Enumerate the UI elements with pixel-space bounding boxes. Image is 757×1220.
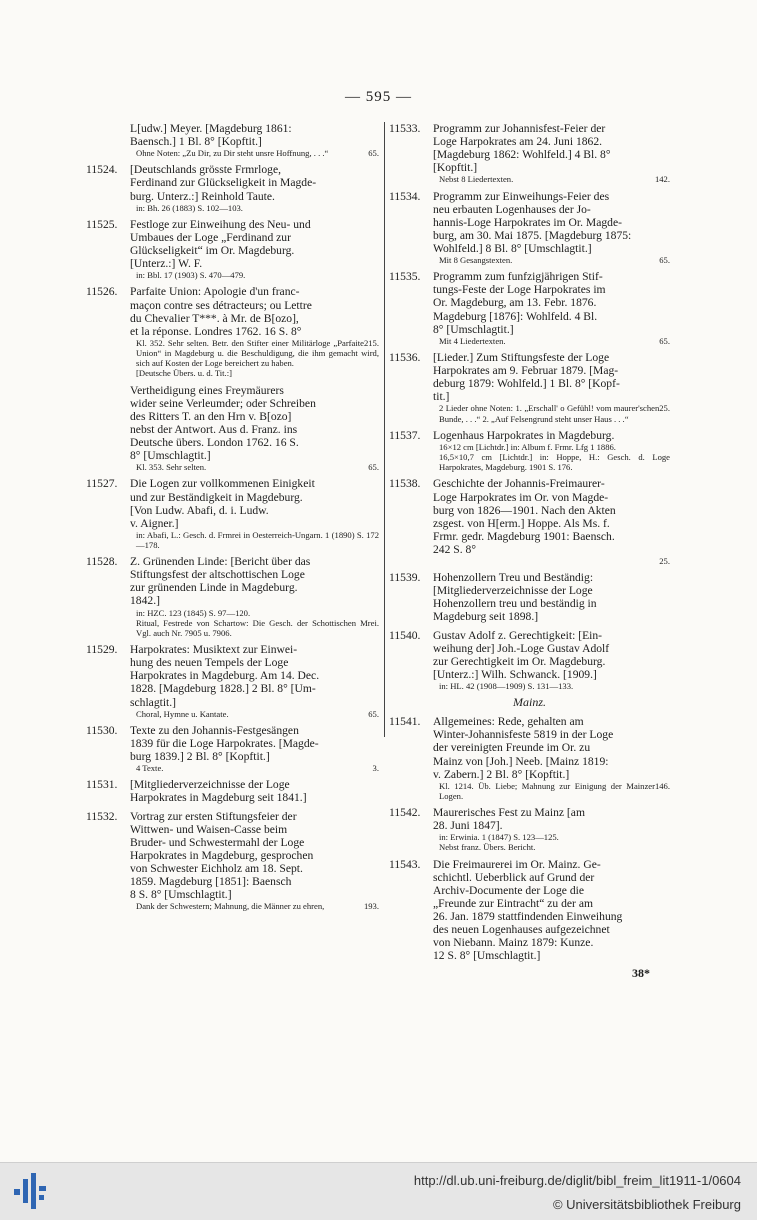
note-text: Nebst 8 Liedertexten. (439, 174, 514, 185)
bibliography-entry (86, 724, 379, 773)
entry-note (433, 781, 670, 801)
entry-number: 11527. (86, 477, 118, 491)
entry-number: 11532. (86, 809, 118, 823)
entry-note (433, 403, 670, 423)
entry-line: Umbaues der Loge „Ferdinand zur (130, 230, 291, 244)
entry-ref: 65. (368, 462, 379, 473)
bibliography-entry (86, 218, 379, 281)
entry-line: Wohlfeld.] 8 Bl. 8° [Umschlagtit.] (433, 241, 592, 255)
entry-line: Vortrag zur ersten Stiftungsfeier der (130, 809, 297, 823)
entry-line: 8° [Umschlagtit.] (130, 449, 211, 463)
entry-line: 8 S. 8° [Umschlagtit.] (130, 888, 232, 902)
entry-line: [Mitgliederverzeichnisse der Loge (433, 584, 593, 598)
entry-note (130, 709, 379, 719)
entry-line: Geschichte der Johannis-Freimaurer- (433, 477, 605, 491)
note-text: in: Abafi, L.: Gesch. d. Frmrei in Oesterreich-Ungarn. 1 (1890) S. 172—178. (136, 529, 379, 550)
entry-line: deburg 1879: Wohlfeld.] 1 Bl. 8° [Kopf- (433, 377, 620, 391)
entry-line: Festloge zur Einweihung des Neu- und (130, 217, 311, 231)
bibliography-entry (389, 122, 670, 185)
entry-line: zur grünenden Linde in Magdeburg. (130, 581, 298, 595)
entry-ref: 193. (363, 901, 379, 912)
bibliography-entry (389, 351, 670, 424)
entry-line: schichtl. Ueberblick auf Grund der (433, 870, 595, 884)
note-text: Dank der Schwestern; Mahnung, die Männer zu ehren, (136, 901, 325, 912)
entry-line: Texte zu den Johannis-Festgesängen (130, 723, 299, 737)
entry-number: 11531. (86, 778, 118, 792)
entry-note (433, 842, 670, 852)
entry-line: Magdeburg [1876]: Wohlfeld. 4 Bl. (433, 309, 598, 323)
entry-line: zur Gerechtigkeit im Or. Magdeburg. (433, 654, 606, 668)
entry-line: [Unterz.:] W. F. (130, 257, 203, 271)
bibliography-entry (389, 429, 670, 473)
entry-number: 11529. (86, 643, 118, 657)
entry-line: burg. Unterz.:] Reinhold Taute. (130, 189, 275, 203)
entry-number: 11530. (86, 723, 118, 737)
entry-number: 11541. (389, 715, 421, 729)
entry-line: Programm zur Johannisfest-Feier der (433, 122, 606, 135)
entry-line: [Lieder.] Zum Stiftungsfeste der Loge (433, 350, 610, 364)
entry-number: 11536. (389, 350, 421, 364)
entry-line: Winter-Johannisfeste 5819 in der Loge (433, 728, 614, 742)
entry-line: nebst der Antwort. Aus d. Franz. ins (130, 422, 298, 436)
entry-line: „Freunde zur Eintracht“ zu der am (433, 896, 593, 910)
note-text: [Deutsche Übers. u. d. Tit.:] (136, 368, 232, 379)
entry-line: 1842.] (130, 594, 160, 608)
entry-line: L[udw.] Meyer. [Magdeburg 1861: (130, 122, 292, 135)
entry-line: Programm zum funfzigjährigen Stif- (433, 270, 603, 284)
entry-number: 11540. (389, 628, 421, 642)
entry-note (130, 763, 379, 773)
entry-line: [Mitgliederverzeichnisse der Loge (130, 778, 290, 792)
bibliography-entry (86, 778, 379, 804)
entry-line: [Magdeburg 1862: Wohlfeld.] 4 Bl. 8° (433, 148, 611, 162)
entry-note (130, 148, 379, 158)
entry-line: [Deutschlands grösste Frmrloge, (130, 163, 282, 177)
note-text: Kl. 353. Sehr selten. (136, 462, 207, 473)
permalink-url[interactable]: http://dl.ub.uni-freiburg.de/diglit/bibl_freim_lit1911-1/0604 (413, 1173, 741, 1188)
entry-number: 11534. (389, 189, 421, 203)
note-text: in: Erwinia. 1 (1847) S. 123—125. (439, 832, 559, 843)
entry-line: schlagtit.] (130, 695, 177, 709)
viewer-footer (0, 1162, 757, 1220)
entry-line: v. Aigner.] (130, 516, 179, 530)
entry-line: hung des neuen Tempels der Loge (130, 656, 289, 670)
entry-note (433, 452, 670, 472)
entry-line: von Schwester Eichholz am 18. Sept. (130, 861, 303, 875)
entry-note (433, 336, 670, 346)
bibliography-entry (389, 270, 670, 346)
entry-line: zsgest. von H[erm.] Hoppe. Als Ms. f. (433, 516, 610, 530)
entry-line: [Unterz.:] Wilh. Schwanck. [1909.] (433, 667, 597, 681)
entry-line: burg 1839.] 2 Bl. 8° [Kopftit.] (130, 750, 270, 764)
entry-ref: 65. (368, 708, 379, 719)
entry-number: 11535. (389, 270, 421, 284)
entry-line: Gustav Adolf z. Gerechtigkeit: [Ein- (433, 628, 603, 642)
entry-number: 11538. (389, 477, 421, 491)
entry-line: burg, am 30. Mai 1875. [Magdeburg 1875: (433, 228, 632, 242)
entry-note (433, 556, 670, 566)
entry-line: tungs-Feste der Loge Harpokrates im (433, 283, 606, 297)
bibliography-entry (86, 122, 379, 158)
entry-note (130, 270, 379, 280)
note-text: in: Bh. 26 (1883) S. 102—103. (136, 202, 243, 213)
bibliography-entry (86, 477, 379, 550)
entry-line: Glückseligkeit“ im Or. Magdeburg. (130, 244, 295, 258)
left-column (86, 122, 379, 916)
entry-note (433, 442, 670, 452)
copyright-text: © Universitätsbibliothek Freiburg (552, 1197, 741, 1212)
entry-line: Frmr. gedr. Magdeburg 1901: Baensch. (433, 529, 615, 543)
entry-line: von Niebann. Mainz 1879: Kunze. (433, 936, 594, 950)
entry-note (130, 338, 379, 369)
entry-line: Baensch.] 1 Bl. 8° [Kopftit.] (130, 135, 262, 149)
entry-ref: 65. (368, 148, 379, 159)
entry-ref: 65. (659, 255, 670, 266)
entry-line: des neuen Logenhauses aufgezeichnet (433, 923, 610, 937)
note-text: 2 Lieder ohne Noten: 1. „Erschall' o Gefühl! vom maurer'schen Bunde, . . .“ 2. „Auf Felsengrund steht unser Haus . . .“ (439, 403, 660, 424)
entry-line: Harpokrates in Magdeburg. Am 14. Dec. (130, 669, 320, 683)
entry-line: weihung der] Joh.-Loge Gustav Adolf (433, 641, 610, 655)
entry-note (130, 618, 379, 638)
entry-line: Archiv-Documente der Loge die (433, 883, 584, 897)
entry-line: [Kopftit.] (433, 161, 478, 175)
bibliography-entry (86, 555, 379, 638)
entry-ref: 142. (654, 174, 670, 185)
bibliography-entry (389, 477, 670, 566)
entry-line: Bruder- und Schwestermahl der Loge (130, 835, 305, 849)
bibliography-entry (389, 571, 670, 623)
section-heading: Mainz. (513, 695, 546, 710)
entry-number: 11528. (86, 555, 118, 569)
page-number: — 595 — (345, 89, 412, 105)
note-text: 16,5×10,7 cm [Lichtdr.] in: Hoppe, H.: Gesch. d. Loge Harpokrates, Magdeburg. 1901 S. 176. (439, 452, 670, 473)
entry-line: Loge Harpokrates im Or. von Magde- (433, 490, 609, 504)
entry-line: Magdeburg seit 1898.] (433, 610, 539, 624)
note-text: Ritual, Festrede von Schartow: Die Gesch. der Schottischen Mrei. Vgl. auch Nr. 7905 u. 7906. (136, 617, 379, 638)
entry-number: 11533. (389, 122, 421, 135)
entry-line: Harpokrates: Musiktext zur Einwei- (130, 643, 298, 657)
entry-line: wider seine Verleumder; oder Schreiben (130, 396, 316, 410)
entry-line: Harpokrates am 9. Februar 1879. [Mag- (433, 364, 619, 378)
entry-line: 1859. Magdeburg [1851]: Baensch (130, 874, 292, 888)
entry-note (433, 832, 670, 842)
entry-line: hannis-Loge Harpokrates im Or. Magde- (433, 215, 622, 229)
right-column (389, 122, 670, 981)
note-text: Mit 4 Liedertexten. (439, 335, 506, 346)
entry-line: Hohenzollern Treu und Beständig: (433, 571, 594, 585)
entry-line: Vertheidigung eines Freymäurers (130, 383, 284, 397)
note-text: Nebst franz. Übers. Bericht. (439, 842, 536, 853)
entry-number: 11543. (389, 857, 421, 871)
entry-number: 11542. (389, 806, 421, 820)
entry-line: Wittwen- und Waisen-Casse beim (130, 822, 288, 836)
entry-number: 11525. (86, 217, 118, 231)
entry-line: burg von 1826—1901. Nach den Akten (433, 503, 616, 517)
entry-note (130, 608, 379, 618)
entry-line: maçon contre ses détracteurs; ou Lettre (130, 298, 312, 312)
bibliography-entry (86, 163, 379, 212)
bibliography-entry (86, 810, 379, 912)
entry-line: Programm zur Einweihungs-Feier des (433, 189, 610, 203)
note-text: Ohne Noten: „Zu Dir, zu Dir steht unsre Hoffnung, . . .“ (136, 148, 329, 159)
entry-note (433, 174, 670, 184)
entry-note (130, 462, 379, 472)
entry-line: Deutsche übers. London 1762. 16 S. (130, 436, 299, 450)
entry-note (433, 681, 670, 691)
entry-line: 12 S. 8° [Umschlagtit.] (433, 949, 541, 963)
entry-ref: 65. (659, 335, 670, 346)
bibliography-entry (389, 715, 670, 801)
bibliography-entry (389, 190, 670, 266)
bibliography-entry (389, 806, 670, 853)
entry-note (130, 203, 379, 213)
bibliography-entry (86, 285, 379, 378)
entry-line: neu erbauten Logenhauses der Jo- (433, 202, 591, 216)
note-text: Kl. 1214. Üb. Liebe; Mahnung zur Einigung der Mainzer Logen. (439, 780, 655, 801)
note-text: 16×12 cm [Lichtdr.] in: Album f. Frmr. Lfg 1 1886. (439, 441, 616, 452)
entry-line: Ferdinand zur Glückseligkeit in Magde- (130, 176, 317, 190)
entry-line: Hohenzollern treu und beständig in (433, 597, 597, 611)
column-divider (384, 122, 385, 737)
entry-ref: 146. (654, 780, 670, 791)
entry-line: 28. Juni 1847]. (433, 819, 503, 833)
entry-line: Harpokrates in Magdeburg, gesprochen (130, 848, 314, 862)
entry-number: 11526. (86, 285, 118, 299)
entry-note (130, 530, 379, 550)
entry-line: v. Zabern.] 2 Bl. 8° [Kopftit.] (433, 767, 570, 781)
entry-line: Logenhaus Harpokrates in Magdeburg. (433, 428, 615, 442)
note-text: in: HZC. 123 (1845) S. 97—120. (136, 607, 251, 618)
entry-line: Allgemeines: Rede, gehalten am (433, 715, 584, 729)
entry-number: 11539. (389, 571, 421, 585)
entry-line: Mainz von [Joh.] Neeb. [Mainz 1819: (433, 754, 609, 768)
entry-line: tit.] (433, 390, 450, 404)
entry-line: Die Freimaurerei im Or. Mainz. Ge- (433, 857, 601, 871)
entry-note (433, 255, 670, 265)
sheet-mark: 38* (632, 966, 650, 981)
note-text: Kl. 352. Sehr selten. Betr. den Stifter einer Militärloge „Parfaite Union“ in Magdeburg u. die Beschuldigung, die ihm gemacht wird, sich auf Kosten der Loge bereichert zu haben. (136, 337, 379, 369)
entry-line: Parfaite Union: Apologie d'un franc- (130, 285, 300, 299)
entry-line: und zur Beständigkeit in Magdeburg. (130, 490, 303, 504)
entry-number: 11537. (389, 428, 421, 442)
entry-line: des Ritters T. an den Hrn v. B[ozo] (130, 409, 292, 423)
entry-line: 1828. [Magdeburg 1828.] 2 Bl. 8° [Um- (130, 682, 316, 696)
entry-note (130, 368, 379, 378)
note-text: Choral, Hymne u. Kantate. (136, 708, 229, 719)
bibliography-entry (389, 629, 670, 692)
entry-ref: 215. (363, 337, 379, 348)
note-text: in: HL. 42 (1908—1909) S. 131—133. (439, 680, 574, 691)
entry-line: et la réponse. Londres 1762. 16 S. 8° (130, 324, 302, 338)
entry-line: 26. Jan. 1879 stattfindenden Einweihung (433, 910, 623, 924)
entry-ref: 25. (659, 555, 670, 566)
entry-ref: 25. (659, 403, 670, 414)
entry-line: der vereinigten Freunde im Or. zu (433, 741, 591, 755)
entry-line: 242 S. 8° (433, 542, 476, 556)
entry-note (130, 901, 379, 911)
entry-line: Z. Grünenden Linde: [Bericht über das (130, 555, 311, 569)
entry-line: du Chevalier T***. à Mr. de B[ozo], (130, 311, 299, 325)
entry-line: 1839 für die Loge Harpokrates. [Magde- (130, 736, 319, 750)
bibliography-entry (86, 384, 379, 473)
bibliography-entry (86, 643, 379, 719)
entry-number: 11524. (86, 163, 118, 177)
entry-line: [Von Ludw. Abafi, d. i. Ludw. (130, 503, 269, 517)
entry-line: Stiftungsfest der altschottischen Loge (130, 568, 305, 582)
ub-freiburg-logo-icon (14, 1173, 48, 1209)
entry-line: Or. Magdeburg, am 13. Febr. 1876. (433, 296, 597, 310)
entry-ref: 3. (372, 763, 379, 774)
bibliography-entry (389, 858, 670, 963)
note-text: Mit 8 Gesangstexten. (439, 255, 513, 266)
entry-line: Loge Harpokrates am 24. Juni 1862. (433, 135, 603, 149)
note-text: 4 Texte. (136, 763, 164, 774)
entry-line: Harpokrates in Magdeburg seit 1841.] (130, 791, 307, 805)
entry-line: 8° [Umschlagtit.] (433, 322, 514, 336)
note-text: in: Bbl. 17 (1903) S. 470—479. (136, 270, 246, 281)
entry-line: Maurerisches Fest zu Mainz [am (433, 806, 585, 820)
entry-line: Die Logen zur vollkommenen Einigkeit (130, 477, 315, 491)
